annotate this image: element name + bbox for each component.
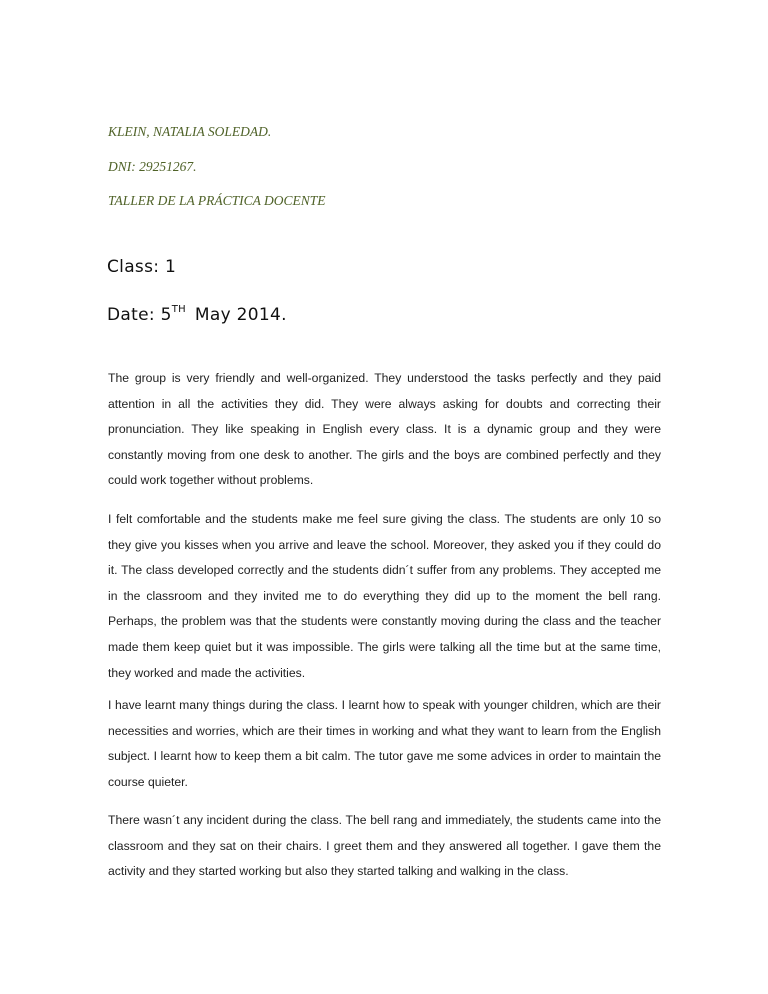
date-rest: May 2014. (194, 305, 287, 325)
class-number: Class: 1 (107, 257, 177, 277)
student-name: KLEIN, NATALIA SOLEDAD. (108, 124, 272, 139)
paragraph-1: The group is very friendly and well-organized. They understood the tasks perfectly and they paid attention in all the activities they did. They were always asking for doubts and correcting their pronunciation. They like speaking in English every class. It is a dynamic group and they were constantly moving from one desk to another. The girls and the boys are combined perfectly and they could work together without problems. (108, 371, 661, 488)
paragraph-3: I have learnt many things during the class. I learnt how to speak with younger children, which are their necessities and worries, which are their times in working and what they want to learn from the English subject. I learnt how to keep them a bit calm. The tutor gave me some advices in order to maintain the course quieter. (108, 698, 661, 789)
paragraph-2: I felt comfortable and the students make me feel sure giving the class. The students are only 10 so they give you kisses when you arrive and leave the school. Moreover, they asked you if they could do it. The class developed correctly and the students didn´t suffer from any problems. They accepted me in the classroom and they invited me to do everything they did up to the moment the bell rang. Perhaps, the problem was that the students were constantly moving during the class and the teacher made them keep quiet but it was impossible. The girls were talking all the time but at the same time, they worked and made the activities. (108, 512, 661, 680)
paragraph-4: There wasn´t any incident during the class. The bell rang and immediately, the students came into the classroom and they sat on their chairs. I greet them and they answered all together. I gave them the activity and they started working but also they started talking and walking in the class. (108, 813, 661, 879)
student-dni: DNI: 29251267. (108, 159, 197, 174)
date-prefix: Date: 5 (107, 305, 172, 325)
course-title: TALLER DE LA PRÁCTICA DOCENTE (108, 193, 326, 208)
class-date (107, 305, 287, 325)
date-ordinal-suffix: TH (171, 304, 186, 315)
